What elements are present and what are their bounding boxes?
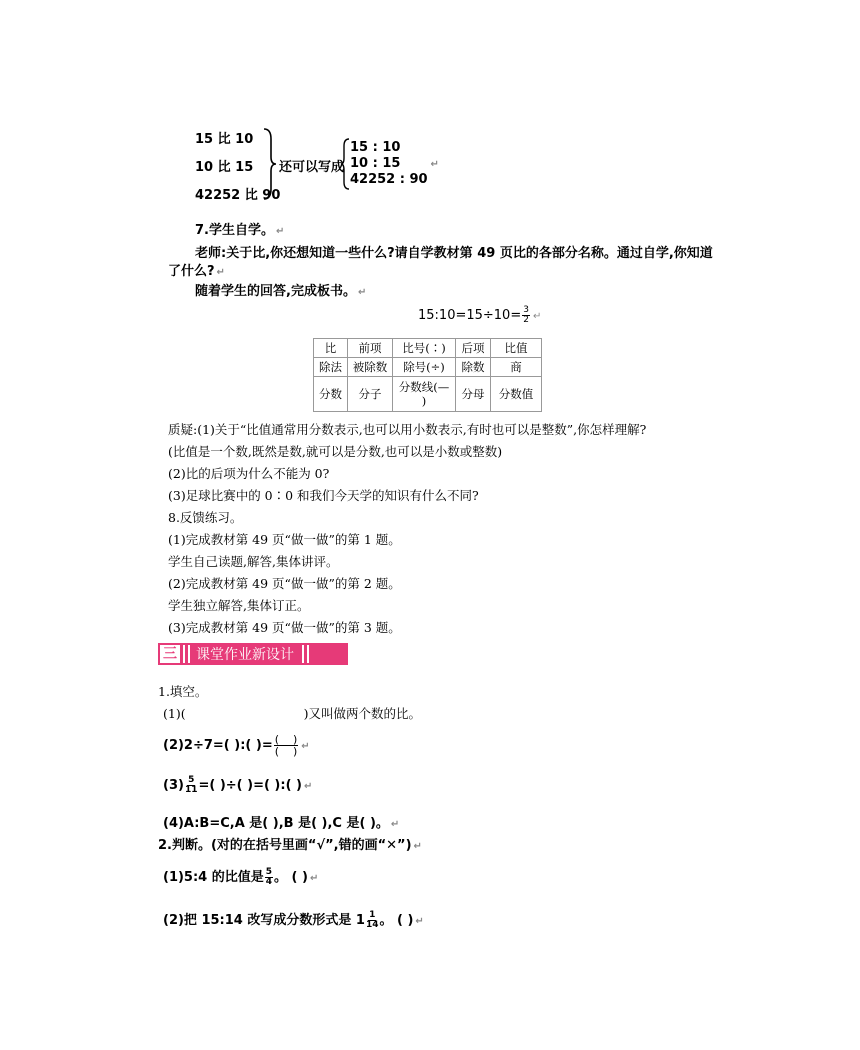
ratio-right-3: 42252 : 90 bbox=[350, 172, 428, 187]
table-cell: 前项 bbox=[348, 339, 393, 358]
banner-title: 课堂作业新设计 bbox=[196, 647, 294, 663]
discussion-line: (3)完成教材第 49 页“做一做”的第 3 题。 bbox=[168, 620, 401, 635]
table-cell: 分数 bbox=[314, 377, 348, 412]
ratio-right-2: 10 : 15 ↵ bbox=[350, 156, 439, 171]
table-cell bbox=[393, 377, 456, 412]
table-cell: 分数值 bbox=[491, 377, 542, 412]
ratio-left-1: 15 比 10 bbox=[195, 132, 254, 147]
ratio-left-2: 10 比 15 bbox=[195, 160, 254, 175]
table-row bbox=[314, 377, 542, 412]
q2-item-1: (1)5:4 的比值是 $\frac{5}{4}$ 。 ( ) ↵ bbox=[163, 867, 319, 887]
section-banner bbox=[158, 643, 348, 665]
table-row bbox=[314, 358, 542, 377]
follow-line: 随着学生的回答,完成板书。 ↵ bbox=[195, 284, 367, 299]
discussion-line: (2)比的后项为什么不能为 0? bbox=[168, 466, 330, 481]
ratio-connector: 还可以写成 bbox=[279, 160, 345, 175]
table-cell: 比值 bbox=[491, 339, 542, 358]
banner-stripe bbox=[188, 645, 190, 663]
q1-item-2: (2)2÷7=( ):( )= $\frac{( )}{( )}$ ↵ bbox=[163, 733, 310, 758]
formula: 15:10=15÷10= $\frac{3}{2}$ ↵ bbox=[418, 305, 542, 325]
cell-line-2: ) bbox=[421, 394, 427, 408]
banner-stripe bbox=[307, 645, 309, 663]
right-brace bbox=[262, 127, 278, 201]
table-cell: 比 bbox=[314, 339, 348, 358]
discussion-line: (3)足球比赛中的 0∶0 和我们今天学的知识有什么不同? bbox=[168, 488, 479, 503]
q2-heading: 2.判断。(对的在括号里画“√”,错的画“✕”) ↵ bbox=[158, 838, 422, 853]
banner-number: 三 bbox=[160, 645, 180, 663]
ratio-table bbox=[313, 338, 542, 412]
q1-item-1: (1)( )又叫做两个数的比。 bbox=[163, 706, 421, 721]
ratio-left-3: 42252 比 90 bbox=[195, 188, 281, 203]
table-cell: 分子 bbox=[348, 377, 393, 412]
step7-heading: 7.学生自学。 ↵ bbox=[195, 223, 285, 238]
discussion-line: 学生独立解答,集体订正。 bbox=[168, 598, 310, 613]
teacher-line-2: 了什么? ↵ bbox=[168, 264, 225, 279]
discussion-line: (1)完成教材第 49 页“做一做”的第 1 题。 bbox=[168, 532, 401, 547]
cell-line-1: 分数线(— bbox=[398, 380, 450, 394]
discussion-line: (2)完成教材第 49 页“做一做”的第 2 题。 bbox=[168, 576, 401, 591]
discussion-line: 8.反馈练习。 bbox=[168, 510, 243, 525]
table-cell: 后项 bbox=[456, 339, 491, 358]
discussion-line: 学生自己读题,解答,集体讲评。 bbox=[168, 554, 339, 569]
table-cell: 商 bbox=[491, 358, 542, 377]
table-cell: 被除数 bbox=[348, 358, 393, 377]
q1-item-4: (4)A:B=C,A 是( ),B 是( ),C 是( )。 ↵ bbox=[163, 816, 400, 831]
table-cell: 除数 bbox=[456, 358, 491, 377]
banner-stripe bbox=[183, 645, 185, 663]
table-cell: 除法 bbox=[314, 358, 348, 377]
discussion-line: (比值是一个数,既然是数,就可以是分数,也可以是小数或整数) bbox=[168, 444, 503, 459]
table-cell: 分母 bbox=[456, 377, 491, 412]
discussion-line: 质疑:(1)关于“比值通常用分数表示,也可以用小数表示,有时也可以是整数”,你怎样理解? bbox=[168, 422, 647, 437]
table-cell: 比号(∶) bbox=[393, 339, 456, 358]
table-row bbox=[314, 339, 542, 358]
teacher-line-1: 老师:关于比,你还想知道一些什么?请自学教材第 49 页比的各部分名称。通过自学,你知道 bbox=[195, 246, 713, 261]
q1-heading: 1.填空。 bbox=[158, 684, 208, 699]
left-brace bbox=[340, 138, 350, 190]
q1-item-3: (3) $\frac{5}{11}$ =( )÷( )=( ):( ) ↵ bbox=[163, 775, 313, 795]
q2-item-2: (2)把 15:14 改写成分数形式是 1 $\frac{1}{14}$ 。 ( ) ↵ bbox=[163, 910, 424, 930]
banner-stripe bbox=[302, 645, 304, 663]
table-cell: 除号(÷) bbox=[393, 358, 456, 377]
ratio-right-1: 15 : 10 bbox=[350, 140, 401, 155]
blank-fraction: $\frac{( )}{( )}$ bbox=[274, 733, 298, 758]
